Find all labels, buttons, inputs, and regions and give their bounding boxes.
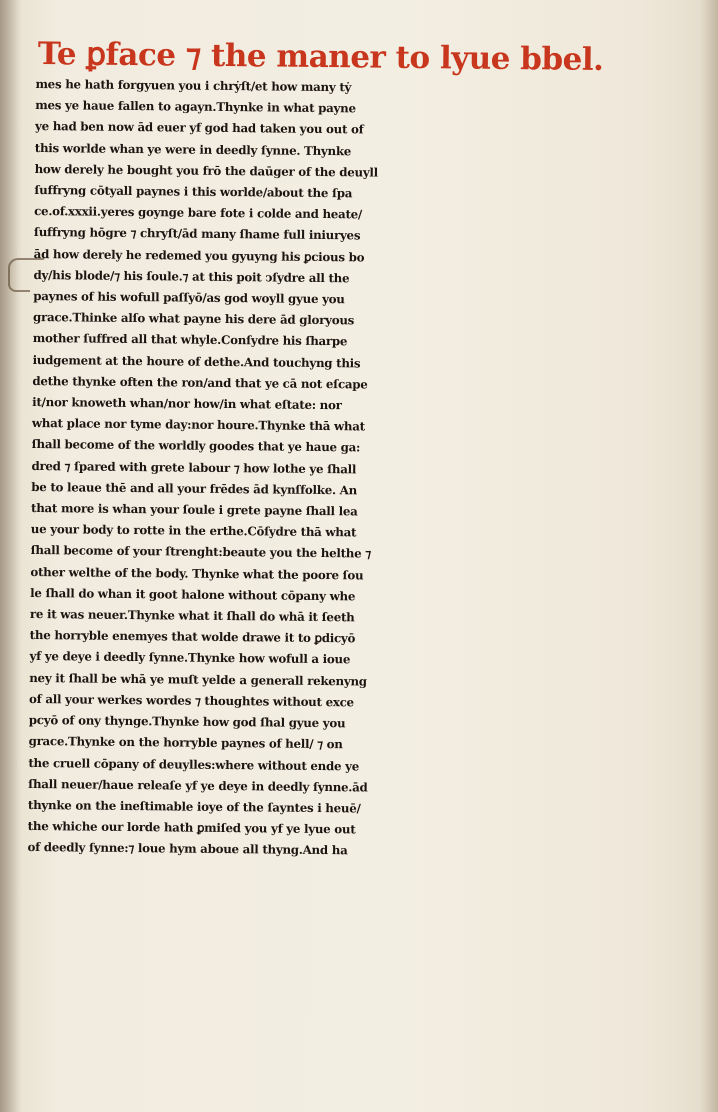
text-line: mes he hath forgyuen you i chrẏſt/et how many tẏ — [35, 76, 352, 95]
text-line: le ſhall do whan it goot halone without cōpany whe — [30, 585, 356, 604]
text-line: of all your werkes wordes ⁊ thoughtes without exce — [28, 691, 354, 710]
text-line: ſuffryng cōtyall paynes i this worlde/about the ſpa — [34, 183, 353, 201]
text-line: be to leaue thē and all your frēdes ād kynſfolke. An — [31, 479, 358, 498]
text-line: pcyō of ony thynge.Thynke how god ſhal gyue you — [28, 713, 346, 731]
text-line: thynke on the ineſtimable ioye of the ſayntes i heuē/ — [27, 797, 361, 816]
text-line: grace.Thinke alſo what payne his dere ād gloryous — [32, 310, 355, 328]
text-line: re it was neuer.Thynke what it ſhall do whā it ſeeth — [29, 607, 355, 625]
text-line: what place nor tyme day:nor houre.Thynke thā what — [31, 416, 365, 434]
text-line: iudgement at the houre of dethe.And touchyng this — [32, 352, 361, 371]
text-line: ſhall become of the worldly goodes that ye haue ga: — [31, 437, 361, 455]
running-title: Te ꝑface ⁊ the maner to lyue bbel. — [37, 36, 604, 78]
text-line: yf ye deye i deedly ſynne.Thynke how wofull a ioue — [29, 649, 351, 667]
text-line: other welthe of the body. Thynke what the poore ſou — [30, 564, 364, 583]
text-line: ād how derely he redemed you gyuyng his ꝑcious bo — [33, 246, 365, 265]
text-line: ſuffryng hōgre ⁊ chryſt/ād many ſhame full iniuryes — [33, 225, 361, 243]
text-line: ue your body to rotte in the erthe.Cōſydre thā what — [30, 522, 357, 540]
text-line: paynes of his wofull paſſyō/as god woyll gyue you — [33, 289, 345, 307]
text-line: ye had ben now ād euer yf god had taken you out of — [34, 119, 364, 137]
text-block — [27, 36, 604, 864]
text-line: dred ⁊ ſpared with grete labour ⁊ how lothe ye ſhall — [31, 458, 357, 477]
text-line: dethe thynke often the ron/and that ye cā not eſcape — [32, 373, 368, 392]
text-line: how derely he bought you frō the daūger of the deuyll — [34, 161, 379, 180]
text-line: dy/his blode/⁊ his ſoule.⁊ at this poit ↄſydre all the — [33, 267, 350, 286]
text-line: it/nor knoweth whan/nor how/in what eſtate: nor — [32, 395, 342, 413]
text-line: grace.Thynke on the horryble paynes of hell/ ⁊ on — [28, 734, 343, 752]
text-line: that more is whan your ſoule i grete payne ſhall lea — [30, 501, 358, 519]
text-line: ney it ſhall be whā ye muſt yelde a generall rekenyng — [29, 670, 367, 689]
text-line: mes ye haue fallen to agayn.Thynke in what payne — [35, 98, 356, 116]
text-line: the whiche our lorde hath ꝑmiſed you yf ye lyue out — [27, 819, 356, 837]
text-line: mother ſuffred all that whyle.Conſydre his ſharpe — [32, 331, 348, 349]
text-line: ſhall neuer/haue releaſe yf ye deye in deedly ſynne.ād — [28, 776, 368, 795]
text-line: the cruell cōpany of deuylles:where without ende ye — [28, 755, 360, 773]
text-line: this worlde whan ye were in deedly ſynne. Thynke — [34, 140, 352, 158]
text-line: the horryble enemyes that wolde drawe it to ꝑdicyō — [29, 628, 356, 646]
text-line: of deedly ſynne:⁊ loue hym aboue all thyng.And ha — [27, 840, 348, 858]
text-line: ſhall become of your ſtrenght:beaute you the helthe ⁊ — [30, 543, 371, 562]
page-edge-shadow — [700, 0, 718, 1112]
gutter-shadow — [0, 0, 22, 1112]
body-text — [27, 74, 567, 864]
text-line: ce.of.xxxii.yeres goynge bare fote i colde and heate/ — [34, 204, 363, 222]
